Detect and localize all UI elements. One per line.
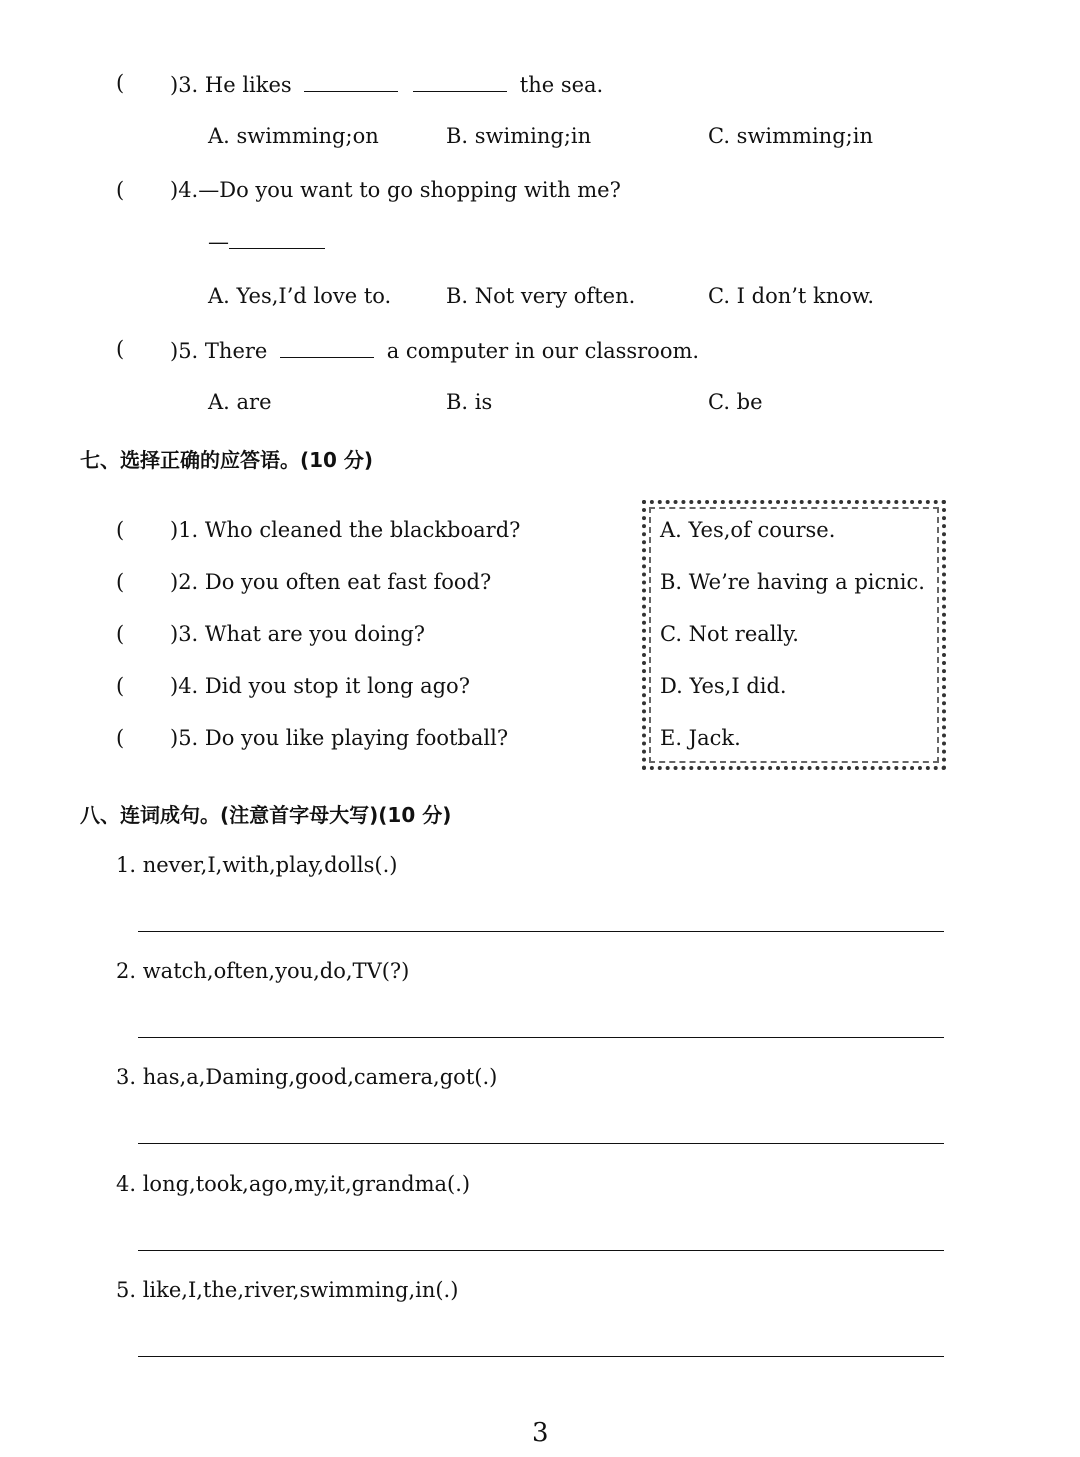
q5-text-pre: There [204, 339, 268, 363]
s8-answer-line-4[interactable] [138, 1250, 944, 1251]
s7-q5-text: )5. Do you like playing football? [170, 726, 509, 750]
s7-q4-text: )4. Did you stop it long ago? [170, 674, 470, 698]
answer-option-e: E. Jack. [660, 726, 741, 750]
q5-blank[interactable] [280, 337, 374, 358]
s7-q1-paren[interactable]: ( [116, 518, 125, 542]
answer-option-a: A. Yes,of course. [660, 518, 836, 542]
q4-option-a: A. Yes,I’d love to. [208, 284, 392, 308]
page-number: 3 [532, 1418, 549, 1448]
answer-option-c: C. Not really. [660, 622, 799, 646]
q3-option-a: A. swimming;on [208, 124, 379, 148]
q4-paren[interactable]: ( [116, 178, 125, 202]
s8-item-2: 2. watch,often,you,do,TV(?) [116, 959, 410, 983]
s8-answer-line-3[interactable] [138, 1143, 944, 1144]
s8-answer-line-2[interactable] [138, 1037, 944, 1038]
section8-heading: 八、连词成句。(注意首字母大写)(10 分) [80, 803, 452, 827]
s7-q3-paren[interactable]: ( [116, 622, 125, 646]
s8-answer-line-5[interactable] [138, 1356, 944, 1357]
s7-q4-paren[interactable]: ( [116, 674, 125, 698]
q3-option-c: C. swimming;in [708, 124, 873, 148]
q3-number: )3. [170, 73, 199, 97]
q5-number: )5. [170, 339, 199, 363]
q4-option-c: C. I don’t know. [708, 284, 875, 308]
answer-option-d: D. Yes,I did. [660, 674, 787, 698]
q3-paren[interactable]: ( [116, 71, 125, 95]
s7-q2-paren[interactable]: ( [116, 570, 125, 594]
q4-dash: — [208, 230, 229, 254]
q5-line [170, 337, 699, 363]
q4-blank[interactable] [229, 228, 325, 249]
s8-item-4: 4. long,took,ago,my,it,grandma(.) [116, 1172, 471, 1196]
q3-text-post: the sea. [519, 73, 604, 97]
s7-q3-text: )3. What are you doing? [170, 622, 426, 646]
q5-paren[interactable]: ( [116, 337, 125, 361]
s8-item-5: 5. like,I,the,river,swimming,in(.) [116, 1278, 459, 1302]
s7-q2-text: )2. Do you often eat fast food? [170, 570, 492, 594]
section7-heading: 七、选择正确的应答语。(10 分) [80, 448, 374, 472]
s7-q1-text: )1. Who cleaned the blackboard? [170, 518, 521, 542]
q5-option-a: A. are [208, 390, 272, 414]
q3-text-pre: He likes [204, 73, 292, 97]
s8-item-1: 1. never,I,with,play,dolls(.) [116, 853, 398, 877]
q5-text-post: a computer in our classroom. [386, 339, 700, 363]
q4-text: —Do you want to go shopping with me? [198, 178, 621, 202]
q4-reply-line [208, 228, 325, 254]
q3-blank-2[interactable] [413, 71, 507, 92]
q4-line [170, 178, 621, 202]
q3-line [170, 71, 603, 97]
q3-option-b: B. swiming;in [446, 124, 592, 148]
q3-blank-1[interactable] [304, 71, 398, 92]
q5-option-c: C. be [708, 390, 763, 414]
s8-item-3: 3. has,a,Daming,good,camera,got(.) [116, 1065, 498, 1089]
q5-option-b: B. is [446, 390, 493, 414]
q4-option-b: B. Not very often. [446, 284, 636, 308]
answer-option-b: B. We’re having a picnic. [660, 570, 925, 594]
s8-answer-line-1[interactable] [138, 931, 944, 932]
q4-number: )4. [170, 178, 199, 202]
s7-q5-paren[interactable]: ( [116, 726, 125, 750]
